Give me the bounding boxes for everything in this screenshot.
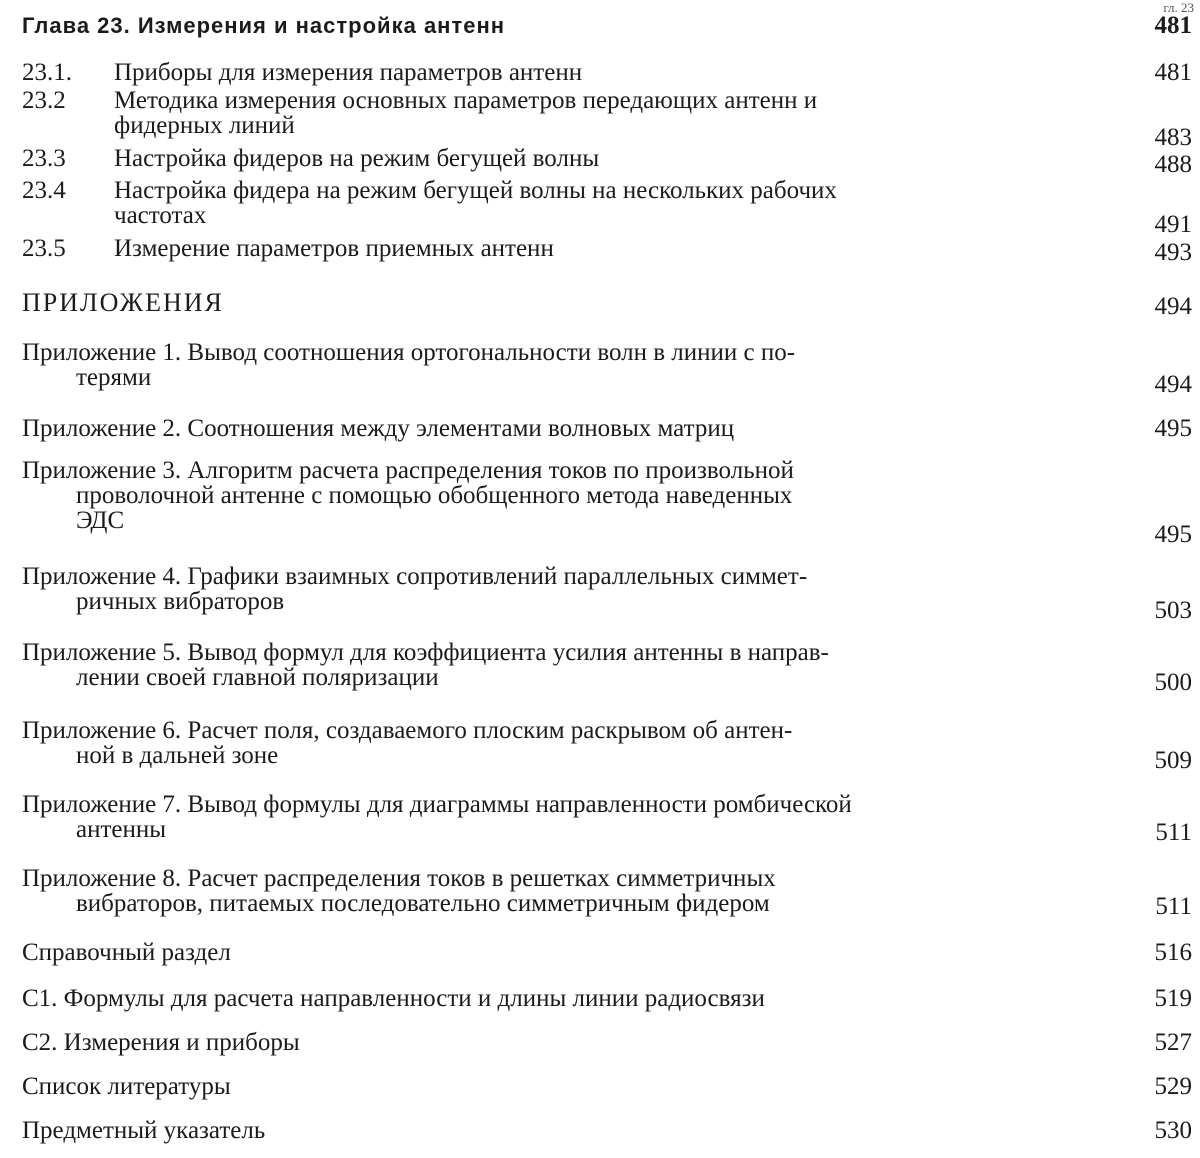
chapter-title: Глава 23. Измерения и настройка антенн <box>22 13 506 38</box>
entry-title: Справочный раздел <box>22 939 231 966</box>
appendix-title: Приложение 3. Алгоритм расчета распределения токов по произвольной <box>22 457 794 484</box>
entry-title: С1. Формулы для расчета направленности и длины линии радиосвязи <box>22 985 765 1012</box>
entry-title: С2. Измерения и приборы <box>22 1029 300 1056</box>
entry-page: 516 <box>1154 939 1192 966</box>
subsection-title: Методика измерения основных параметров передающих антенн и <box>114 87 818 114</box>
subsection-page: 481 <box>1154 59 1192 86</box>
entry-title: Предметный указатель <box>22 1117 266 1144</box>
appendix-page: 500 <box>1154 669 1192 696</box>
entry-page: 519 <box>1154 985 1192 1012</box>
appendix-title: Приложение 5. Вывод формул для коэффициента усилия антенны в направ- <box>22 639 829 666</box>
appendix-page: 494 <box>1154 371 1192 398</box>
subsection-title-cont: фидерных линий <box>114 112 295 139</box>
appendix-page: 509 <box>1154 747 1192 774</box>
appendix-title: Приложение 8. Расчет распределения токов в решетках симметричных <box>22 865 776 892</box>
appendix-title: Приложение 4. Графики взаимных сопротивлений параллельных симмет- <box>22 563 808 590</box>
appendix-title-cont: лении своей главной поляризации <box>76 664 439 691</box>
appendix-page: 511 <box>1155 893 1192 920</box>
appendix-page: 511 <box>1155 819 1192 846</box>
subsection-page: 483 <box>1154 124 1192 151</box>
appendix-title-cont: антенны <box>76 816 167 843</box>
appendix-page: 495 <box>1154 415 1192 442</box>
subsection-number: 23.1. <box>22 59 72 86</box>
section-title: ПРИЛОЖЕНИЯ <box>22 288 224 317</box>
appendix-page: 503 <box>1154 597 1192 624</box>
entry-page: 527 <box>1154 1029 1192 1056</box>
subsection-number: 23.4 <box>22 177 66 204</box>
appendix-title-cont: терями <box>76 364 152 391</box>
chapter-page: 481 <box>1154 12 1192 39</box>
subsection-number: 23.3 <box>22 145 66 172</box>
appendix-title-cont: ной в дальней зоне <box>76 742 279 769</box>
subsection-number: 23.2 <box>22 87 66 114</box>
subsection-title: Настройка фидеров на режим бегущей волны <box>114 145 600 172</box>
entry-title: Список литературы <box>22 1073 231 1100</box>
subsection-title: Настройка фидера на режим бегущей волны на нескольких рабочих <box>114 177 837 204</box>
subsection-page: 488 <box>1154 151 1192 178</box>
appendix-title: Приложение 2. Соотношения между элементами волновых матриц <box>22 415 735 442</box>
appendix-title-cont: ЭДС <box>76 507 125 534</box>
appendix-title: Приложение 1. Вывод соотношения ортогональности волн в линии с по- <box>22 339 796 366</box>
entry-page: 529 <box>1154 1073 1192 1100</box>
appendix-title-cont: вибраторов, питаемых последовательно симметричным фидером <box>76 890 770 917</box>
appendix-page: 495 <box>1154 521 1192 548</box>
appendix-title: Приложение 7. Вывод формулы для диаграммы направленности ромбической <box>22 791 852 818</box>
subsection-title-cont: частотах <box>114 202 207 229</box>
appendix-title-cont: ричных вибраторов <box>76 588 285 615</box>
subsection-page: 493 <box>1154 239 1192 266</box>
entry-page: 530 <box>1154 1117 1192 1144</box>
appendix-title: Приложение 6. Расчет поля, создаваемого плоским раскрывом об антен- <box>22 717 793 744</box>
appendix-title-cont: проволочной антенне с помощью обобщенного метода наведенных <box>76 482 793 509</box>
subsection-title: Приборы для измерения параметров антенн <box>114 59 583 86</box>
corner-mark: гл. 23 <box>1163 0 1194 15</box>
subsection-number: 23.5 <box>22 235 66 262</box>
section-page: 494 <box>1154 293 1192 320</box>
subsection-title: Измерение параметров приемных антенн <box>114 235 554 262</box>
subsection-page: 491 <box>1154 211 1192 238</box>
